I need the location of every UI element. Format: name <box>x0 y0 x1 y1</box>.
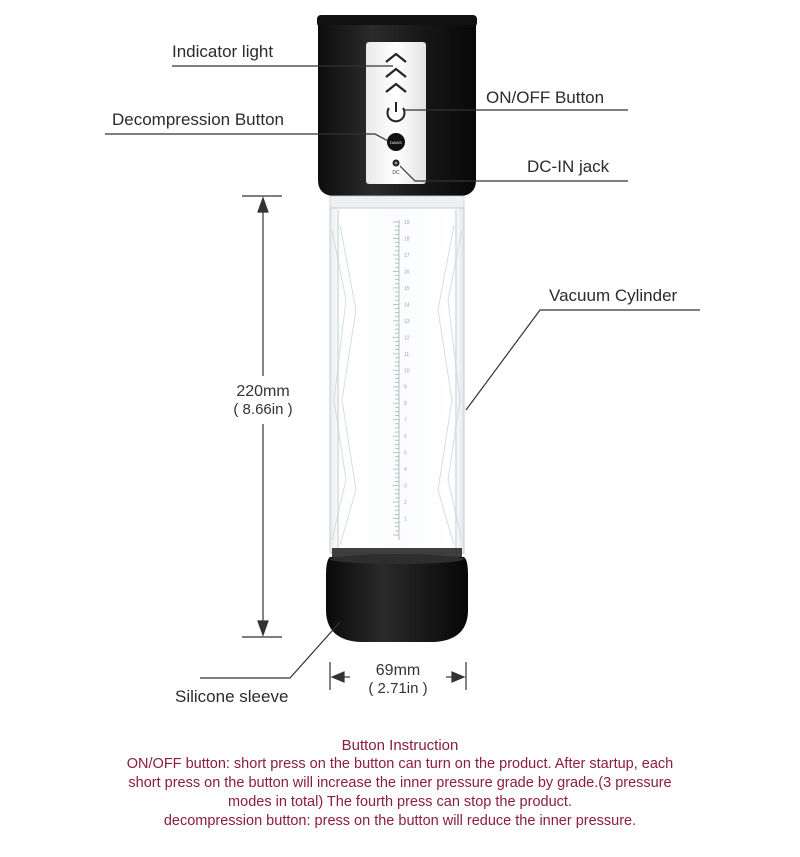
scale-number: 15 <box>404 285 410 292</box>
width-dimension-label <box>352 662 444 698</box>
scale-number: 11 <box>404 351 410 358</box>
scale-number: 1 <box>404 516 407 523</box>
height-mm: 220mm <box>236 383 290 400</box>
scale-number: 12 <box>404 335 410 342</box>
button-instructions <box>40 736 760 831</box>
label-dc-in-jack: DC-IN jack <box>527 157 610 176</box>
scale-number: 9 <box>404 384 407 391</box>
scale-number: 8 <box>404 401 407 408</box>
scale-number: 3 <box>404 483 407 490</box>
scale-number: 16 <box>404 269 410 276</box>
label-vacuum-cylinder: Vacuum Cylinder <box>549 286 678 305</box>
scale-number: 10 <box>404 368 410 375</box>
instructions-line-2: short press on the button will increase the inner pressure grade by grade.(3 pressure <box>128 775 672 791</box>
scale-number: 6 <box>404 434 407 441</box>
dc-in-jack-text: DC <box>392 170 400 176</box>
height-dimension-label <box>218 383 308 419</box>
label-indicator-light: Indicator light <box>172 42 274 61</box>
label-silicone-sleeve: Silicone sleeve <box>175 687 289 706</box>
label-decompression-button: Decompression Button <box>112 110 284 129</box>
silicone-sleeve <box>326 557 468 642</box>
scale-number: 18 <box>404 236 410 243</box>
scale-number: 5 <box>404 450 407 457</box>
scale-number: 7 <box>404 417 407 424</box>
instructions-title: Button Instruction <box>341 737 459 754</box>
scale-number: 4 <box>404 467 407 474</box>
instructions-line-4: decompression button: press on the button will reduce the inner pressure. <box>163 813 637 829</box>
scale-number: 19 <box>404 220 410 226</box>
scale-number: 2 <box>404 500 407 507</box>
width-mm: 69mm <box>375 662 421 679</box>
scale-number: 14 <box>404 302 410 309</box>
scale-number: 13 <box>404 318 410 325</box>
instructions-line-3: modes in total) The fourth press can stop the product. <box>228 794 572 810</box>
scale-number: 17 <box>404 252 410 259</box>
label-on-off-button: ON/OFF Button <box>486 88 605 107</box>
decompression-button-text: DAVIS <box>390 140 402 145</box>
vacuum-cylinder-body <box>330 208 464 553</box>
height-in: ( 8.66in ) <box>233 401 293 418</box>
instructions-line-1: ON/OFF button: short press on the button can turn on the product. After startup, each <box>126 756 674 772</box>
width-in: ( 2.71in ) <box>368 680 428 697</box>
